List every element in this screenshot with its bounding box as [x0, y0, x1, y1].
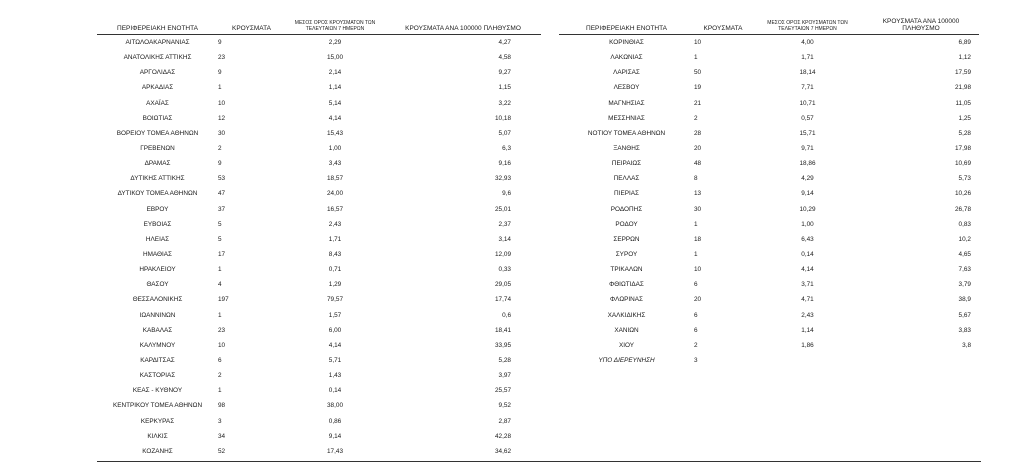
cell-per100k: 4,58 — [498, 54, 511, 62]
cell-region: ΜΑΓΝΗΣΙΑΣ — [608, 99, 645, 107]
cell-region: ΚΑΒΑΛΑΣ — [142, 326, 173, 334]
cell-region: ΑΙΤΩΛΟΑΚΑΡΝΑΝΙΑΣ — [125, 39, 190, 47]
cell-avg7: 79,57 — [327, 296, 343, 304]
column-header-per100k: ΚΡΟΥΣΜΑΤΑ ΑΝΑ 100000 ΠΛΗΘΥΣΜΟ — [385, 14, 541, 35]
cell-region: ΑΧΑΪΑΣ — [146, 99, 169, 107]
cell-avg7: 8,43 — [328, 251, 342, 259]
cell-avg7: 1,86 — [801, 341, 814, 349]
table-row — [97, 141, 541, 156]
column-header-region: ΠΕΡΙΦΕΡΕΙΑΚΗ ΕΝΟΤΗΤΑ — [559, 14, 694, 35]
table-row — [97, 217, 541, 232]
cell-region: ΔΡΑΜΑΣ — [144, 160, 171, 168]
cell-avg7: 6,43 — [801, 235, 814, 243]
cell-cases: 4 — [218, 281, 222, 289]
table-row — [97, 323, 541, 338]
cell-per100k: 32,93 — [495, 175, 511, 183]
cell-cases: 28 — [694, 129, 702, 137]
table-row — [559, 217, 979, 232]
cell-cases: 53 — [218, 175, 226, 183]
cell-cases: 5 — [218, 220, 222, 228]
cell-region: ΣΕΡΡΩΝ — [613, 235, 640, 243]
cell-per100k: 17,59 — [955, 69, 971, 77]
cell-region: ΕΥΒΟΙΑΣ — [143, 220, 172, 228]
cell-region: ΔΥΤΙΚΗΣ ΑΤΤΙΚΗΣ — [130, 175, 185, 183]
table-row — [559, 65, 979, 80]
cell-region: ΗΡΑΚΛΕΙΟΥ — [139, 266, 176, 274]
cell-avg7: 0,71 — [328, 266, 342, 274]
cell-cases: 52 — [218, 447, 226, 455]
cell-cases: 1 — [218, 266, 222, 274]
cell-avg7: 1,29 — [328, 281, 342, 289]
cell-cases: 34 — [218, 432, 226, 440]
cell-region: ΕΒΡΟΥ — [146, 205, 169, 213]
cell-per100k — [863, 353, 979, 368]
cell-region: ΧΑΝΙΩΝ — [614, 326, 639, 334]
cell-per100k: 0,83 — [958, 220, 971, 228]
cell-per100k: 25,01 — [495, 205, 511, 213]
cell-per100k: 4,27 — [498, 39, 511, 47]
cell-cases: 2 — [694, 341, 698, 349]
cell-avg7: 15,00 — [327, 54, 343, 62]
table-row — [97, 429, 541, 444]
cell-avg7: 4,29 — [801, 175, 814, 183]
cell-avg7: 0,14 — [801, 251, 814, 259]
cell-cases: 50 — [694, 69, 702, 77]
cell-cases: 1 — [694, 220, 698, 228]
cell-per100k: 9,52 — [498, 402, 511, 410]
cell-per100k: 9,6 — [502, 190, 511, 198]
cell-avg7: 4,00 — [801, 39, 814, 47]
table-row — [97, 80, 541, 95]
table-header-row — [559, 14, 979, 35]
table-row — [559, 80, 979, 95]
cell-per100k: 34,62 — [495, 447, 511, 455]
table-body-right — [559, 35, 979, 369]
cell-region: ΚΟΖΑΝΗΣ — [142, 447, 173, 455]
cell-cases: 30 — [218, 129, 226, 137]
cell-region: ΞΑΝΘΗΣ — [613, 145, 640, 153]
cell-per100k: 3,83 — [958, 326, 971, 334]
cell-per100k: 3,14 — [498, 235, 511, 243]
cell-per100k: 1,12 — [958, 54, 971, 62]
table-row — [559, 96, 979, 111]
cell-cases: 10 — [694, 39, 702, 47]
cell-region: ΛΑΡΙΣΑΣ — [613, 69, 640, 77]
table-row — [559, 323, 979, 338]
cell-region: ΦΘΙΩΤΙΔΑΣ — [609, 281, 644, 289]
table-row — [97, 368, 541, 383]
cell-cases: 23 — [218, 54, 226, 62]
cell-per100k: 3,8 — [962, 341, 971, 349]
cell-avg7: 1,71 — [801, 54, 814, 62]
cell-cases: 23 — [218, 326, 226, 334]
cases-table-left — [97, 14, 541, 459]
cell-region: ΜΕΣΣΗΝΙΑΣ — [608, 114, 645, 122]
cell-cases: 6 — [694, 326, 698, 334]
cell-avg7: 1,14 — [328, 84, 342, 92]
cell-per100k: 3,22 — [498, 99, 511, 107]
cell-cases: 98 — [218, 402, 226, 410]
cell-region: ΣΥΡΟΥ — [615, 251, 638, 259]
cell-per100k: 5,28 — [958, 129, 971, 137]
cell-avg7: 9,71 — [801, 145, 814, 153]
cell-per100k: 25,57 — [495, 387, 511, 395]
table-row — [97, 186, 541, 201]
cell-cases: 9 — [218, 39, 222, 47]
cell-cases: 47 — [218, 190, 226, 198]
cell-avg7: 18,14 — [799, 69, 816, 77]
cell-avg7: 15,43 — [327, 129, 343, 137]
cell-per100k: 7,63 — [958, 266, 971, 274]
cell-avg7: 9,14 — [328, 432, 342, 440]
cell-region: ΚΑΣΤΟΡΙΑΣ — [139, 372, 176, 380]
cell-per100k: 5,28 — [498, 357, 511, 365]
cell-avg7: 4,71 — [801, 296, 814, 304]
table-row — [559, 171, 979, 186]
cell-cases: 2 — [694, 114, 698, 122]
table-row — [97, 171, 541, 186]
cell-avg7 — [752, 353, 863, 368]
cell-per100k: 38,9 — [958, 296, 971, 304]
cell-avg7: 7,71 — [801, 84, 814, 92]
cell-per100k: 29,05 — [495, 281, 511, 289]
table-row — [97, 308, 541, 323]
column-header-cases: ΚΡΟΥΣΜΑΤΑ — [218, 14, 285, 35]
table-row — [559, 141, 979, 156]
cell-region: ΚΑΛΥΜΝΟΥ — [139, 341, 176, 349]
cell-region: ΦΛΩΡΙΝΑΣ — [609, 296, 643, 304]
cell-region: ΚΟΡΙΝΘΙΑΣ — [609, 39, 644, 47]
table-row — [559, 126, 979, 141]
cell-avg7: 18,57 — [327, 175, 343, 183]
cell-cases: 18 — [694, 235, 702, 243]
table-row — [97, 50, 541, 65]
cell-region: ΚΕΑΣ - ΚΥΘΝΟΥ — [132, 387, 183, 395]
column-header-region: ΠΕΡΙΦΕΡΕΙΑΚΗ ΕΝΟΤΗΤΑ — [97, 14, 218, 35]
cell-cases: 9 — [218, 69, 222, 77]
table-row — [97, 232, 541, 247]
table-row — [559, 353, 979, 368]
table-row — [97, 65, 541, 80]
cell-cases: 21 — [694, 99, 702, 107]
cell-avg7: 10,71 — [799, 99, 816, 107]
table-row — [559, 111, 979, 126]
cell-region: ΛΕΣΒΟΥ — [613, 84, 640, 92]
cell-cases: 20 — [694, 145, 702, 153]
table-row — [97, 247, 541, 262]
cell-region: ΧΑΛΚΙΔΙΚΗΣ — [607, 311, 646, 319]
cell-region: ΠΙΕΡΙΑΣ — [614, 190, 639, 198]
cell-avg7: 4,14 — [328, 341, 342, 349]
table-row — [97, 398, 541, 413]
cell-avg7: 17,43 — [327, 447, 343, 455]
cell-cases: 10 — [218, 341, 226, 349]
cell-region: ΚΕΡΚΥΡΑΣ — [140, 417, 175, 425]
cell-cases: 6 — [694, 281, 698, 289]
cell-cases: 9 — [218, 160, 222, 168]
table-row — [97, 262, 541, 277]
table-row — [559, 202, 979, 217]
cell-avg7: 3,71 — [801, 281, 814, 289]
cell-per100k: 0,33 — [498, 266, 511, 274]
cell-per100k: 21,98 — [955, 84, 971, 92]
cell-cases: 19 — [694, 84, 702, 92]
cell-cases: 10 — [218, 99, 226, 107]
table-row — [97, 292, 541, 307]
table-row — [559, 186, 979, 201]
cell-region: ΑΡΚΑΔΙΑΣ — [141, 84, 174, 92]
cell-cases: 12 — [218, 114, 226, 122]
cell-avg7: 0,14 — [328, 387, 342, 395]
cell-per100k: 10,2 — [958, 235, 971, 243]
cell-per100k: 17,74 — [495, 296, 511, 304]
cell-avg7: 15,71 — [799, 129, 816, 137]
column-header-avg7: ΜΕΣΟΣ ΟΡΟΣ ΚΡΟΥΣΜΑΤΩΝ ΤΩΝ ΤΕΛΕΥΤΑΙΩΝ 7 ΗΜΕΡΩΝ — [752, 14, 863, 35]
table-row — [559, 262, 979, 277]
cell-region: ΠΕΛΛΑΣ — [613, 175, 640, 183]
cell-per100k: 5,73 — [958, 175, 971, 183]
cell-cases: 6 — [218, 357, 222, 365]
cell-region: ΒΟΡΕΙΟΥ ΤΟΜΕΑ ΑΘΗΝΩΝ — [116, 129, 199, 137]
cell-cases: 1 — [694, 54, 698, 62]
cell-per100k: 6,3 — [502, 145, 511, 153]
cell-cases: 20 — [694, 296, 702, 304]
cell-avg7: 2,43 — [328, 220, 342, 228]
table-row — [97, 444, 541, 459]
cell-region: ΑΝΑΤΟΛΙΚΗΣ ΑΤΤΙΚΗΣ — [123, 54, 192, 62]
table-row — [97, 414, 541, 429]
table-row — [559, 292, 979, 307]
cell-avg7: 2,29 — [328, 39, 342, 47]
cell-avg7: 16,57 — [327, 205, 343, 213]
cell-cases: 10 — [694, 266, 702, 274]
cell-per100k: 5,07 — [498, 129, 511, 137]
cell-per100k: 18,41 — [495, 326, 511, 334]
cell-per100k: 10,26 — [955, 190, 971, 198]
cell-region: ΗΜΑΘΙΑΣ — [142, 251, 173, 259]
cell-avg7: 3,43 — [328, 160, 342, 168]
cell-region: ΘΕΣΣΑΛΟΝΙΚΗΣ — [132, 296, 183, 304]
cell-per100k: 9,16 — [498, 160, 511, 168]
cell-per100k: 42,28 — [495, 432, 511, 440]
cell-per100k: 2,37 — [498, 220, 511, 228]
cell-cases: 197 — [218, 296, 229, 304]
cell-region: ΙΩΑΝΝΙΝΩΝ — [139, 311, 176, 319]
table-header-row — [97, 14, 541, 35]
cell-per100k: 11,05 — [955, 99, 971, 107]
table-row — [97, 111, 541, 126]
table-row — [97, 338, 541, 353]
cell-region: ΡΟΔΟΥ — [615, 220, 638, 228]
table-row — [97, 353, 541, 368]
cell-region: ΓΡΕΒΕΝΩΝ — [140, 145, 175, 153]
cell-avg7: 1,43 — [328, 372, 342, 380]
cell-per100k: 10,18 — [495, 114, 511, 122]
cell-per100k: 3,97 — [498, 372, 511, 380]
column-header-avg7: ΜΕΣΟΣ ΟΡΟΣ ΚΡΟΥΣΜΑΤΩΝ ΤΩΝ ΤΕΛΕΥΤΑΙΩΝ 7 ΗΜΕΡΩΝ — [285, 14, 385, 35]
cell-per100k: 3,79 — [958, 281, 971, 289]
cell-cases: 3 — [694, 357, 698, 365]
cell-per100k: 12,09 — [495, 251, 511, 259]
cell-avg7: 1,14 — [801, 326, 814, 334]
cell-avg7: 6,00 — [328, 326, 342, 334]
cell-cases: 8 — [694, 175, 698, 183]
bottom-divider — [97, 461, 981, 462]
cell-avg7: 1,00 — [801, 220, 814, 228]
table-row — [559, 308, 979, 323]
cell-region: ΝΟΤΙΟΥ ΤΟΜΕΑ ΑΘΗΝΩΝ — [587, 129, 666, 137]
cell-avg7: 1,71 — [328, 235, 342, 243]
cell-cases: 5 — [218, 235, 222, 243]
table-row — [559, 277, 979, 292]
cell-region: ΔΥΤΙΚΟΥ ΤΟΜΕΑ ΑΘΗΝΩΝ — [117, 190, 198, 198]
cell-avg7: 2,14 — [328, 69, 342, 77]
cell-per100k: 0,6 — [502, 311, 511, 319]
cell-region: ΡΟΔΟΠΗΣ — [610, 205, 643, 213]
cell-avg7: 9,14 — [801, 190, 814, 198]
cell-cases: 2 — [218, 372, 222, 380]
cell-per100k: 5,67 — [958, 311, 971, 319]
table-body-left — [97, 35, 541, 459]
cell-cases: 17 — [218, 251, 226, 259]
cell-region: ΚΑΡΔΙΤΣΑΣ — [140, 357, 175, 365]
cell-region: ΥΠΟ ΔΙΕΡΕΥΝΗΣΗ — [598, 357, 655, 365]
cell-per100k: 1,15 — [498, 84, 511, 92]
cell-per100k: 17,98 — [955, 145, 971, 153]
table-row — [97, 383, 541, 398]
cell-region: ΚΕΝΤΡΙΚΟΥ ΤΟΜΕΑ ΑΘΗΝΩΝ — [112, 402, 203, 410]
cell-avg7: 18,86 — [799, 160, 816, 168]
cell-per100k: 10,69 — [955, 160, 971, 168]
cell-avg7: 0,86 — [328, 417, 342, 425]
table-row — [559, 35, 979, 51]
cell-avg7: 10,29 — [799, 205, 816, 213]
table-row — [97, 277, 541, 292]
cell-cases: 1 — [694, 251, 698, 259]
cell-per100k: 4,65 — [958, 251, 971, 259]
table-row — [559, 338, 979, 353]
cell-region: ΘΑΣΟΥ — [146, 281, 169, 289]
table-row — [97, 202, 541, 217]
table-row — [559, 232, 979, 247]
cell-avg7: 1,57 — [328, 311, 342, 319]
table-row — [559, 247, 979, 262]
cell-avg7: 1,00 — [328, 145, 342, 153]
cell-avg7: 24,00 — [327, 190, 343, 198]
cell-cases: 1 — [218, 84, 222, 92]
cell-cases: 37 — [218, 205, 226, 213]
table-row — [97, 96, 541, 111]
column-header-cases: ΚΡΟΥΣΜΑΤΑ — [694, 14, 752, 35]
cell-avg7: 4,14 — [328, 114, 342, 122]
cell-region: ΛΑΚΩΝΙΑΣ — [610, 54, 643, 62]
cell-cases: 2 — [218, 145, 222, 153]
cell-avg7: 5,71 — [328, 357, 342, 365]
table-row — [559, 156, 979, 171]
cell-cases: 30 — [694, 205, 702, 213]
cell-region: ΒΟΙΩΤΙΑΣ — [142, 114, 173, 122]
cell-avg7: 0,57 — [801, 114, 814, 122]
table-row — [97, 35, 541, 51]
cell-per100k: 6,89 — [958, 39, 971, 47]
cell-avg7: 4,14 — [801, 266, 814, 274]
cell-avg7: 2,43 — [801, 311, 814, 319]
table-row — [97, 126, 541, 141]
cell-per100k: 2,87 — [498, 417, 511, 425]
table-row — [559, 50, 979, 65]
cell-cases: 6 — [694, 311, 698, 319]
table-row — [97, 156, 541, 171]
cell-cases: 1 — [218, 387, 222, 395]
cell-per100k: 26,78 — [955, 205, 971, 213]
cell-cases: 48 — [694, 160, 702, 168]
cell-cases: 1 — [218, 311, 222, 319]
cell-avg7: 5,14 — [328, 99, 342, 107]
cell-region: ΚΙΛΚΙΣ — [147, 432, 168, 440]
cell-avg7: 38,00 — [327, 402, 343, 410]
cell-region: ΗΛΕΙΑΣ — [145, 235, 170, 243]
cell-per100k: 33,95 — [495, 341, 511, 349]
column-header-per100k: ΚΡΟΥΣΜΑΤΑ ΑΝΑ 100000 ΠΛΗΘΥΣΜΟ — [863, 14, 979, 35]
cell-cases: 13 — [694, 190, 702, 198]
cell-region: ΧΙΟΥ — [618, 341, 635, 349]
cell-region: ΑΡΓΟΛΙΔΑΣ — [139, 69, 176, 77]
cell-region: ΤΡΙΚΑΛΩΝ — [610, 266, 643, 274]
cell-region: ΠΕΙΡΑΙΩΣ — [611, 160, 642, 168]
cell-per100k: 9,27 — [498, 69, 511, 77]
cases-table-right — [559, 14, 979, 368]
cell-cases: 3 — [218, 417, 222, 425]
cell-per100k: 1,25 — [958, 114, 971, 122]
